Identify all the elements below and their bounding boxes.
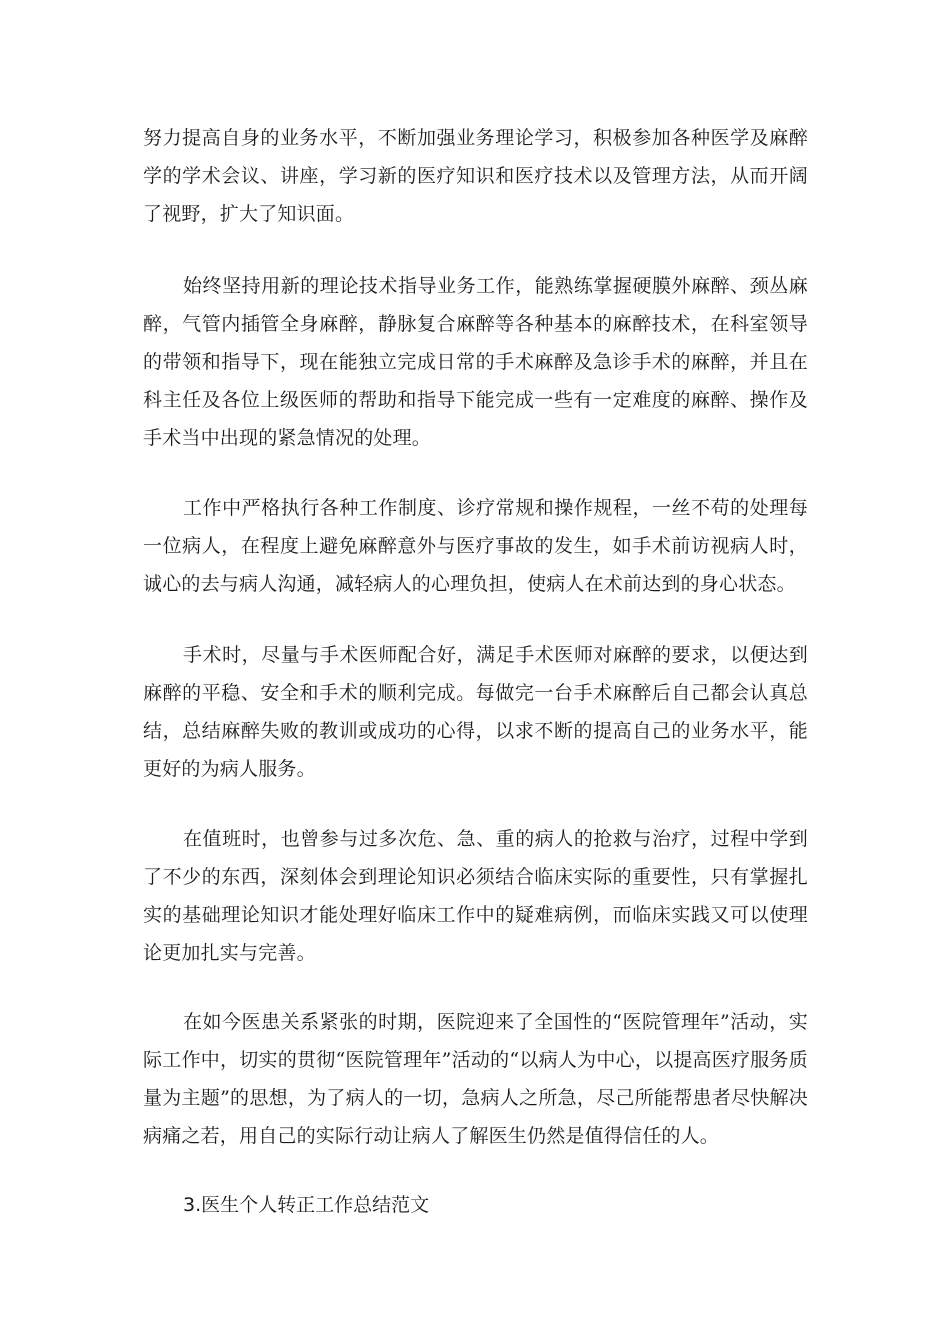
paragraph-2: 始终坚持用新的理论技术指导业务工作，能熟练掌握硬膜外麻醉、颈丛麻醉，气管内插管全身麻醉，静脉复合麻醉等各种基本的麻醉技术，在科室领导的带领和指导下，现在能独立完成日常的手术麻醉及急诊手术的麻醉，并且在科主任及各位上级医师的帮助和指导下能完成一些有一定难度的麻醉、操作及手术当中出现的紧急情况的处理。 (143, 275, 808, 449)
paragraph-3: 工作中严格执行各种工作制度、诊疗常规和操作规程，一丝不苟的处理每一位病人，在程度上避免麻醉意外与医疗事故的发生，如手术前访视病人时，诚心的去与病人沟通，减轻病人的心理负担，使病人在术前达到的身心状态。 (143, 497, 808, 595)
paragraph-4: 手术时，尽量与手术医师配合好，满足手术医师对麻醉的要求，以便达到麻醉的平稳、安全和手术的顺利完成。每做完一台手术麻醉后自己都会认真总结，总结麻醉失败的教训或成功的心得，以求不断的提高自己的业务水平，能更好的为病人服务。 (143, 644, 808, 780)
section-heading: 3.医生个人转正工作总结范文 (183, 1194, 430, 1216)
paragraph-5: 在值班时，也曾参与过多次危、急、重的病人的抢救与治疗，过程中学到了不少的东西，深刻体会到理论知识必须结合临床实际的重要性，只有掌握扎实的基础理论知识才能处理好临床工作中的疑难病例，而临床实践又可以使理论更加扎实与完善。 (143, 828, 808, 964)
paragraph-1: 努力提高自身的业务水平，不断加强业务理论学习，积极参加各种医学及麻醉学的学术会议、讲座，学习新的医疗知识和医疗技术以及管理方法，从而开阔了视野，扩大了知识面。 (143, 127, 808, 225)
paragraph-6: 在如今医患关系紧张的时期，医院迎来了全国性的“医院管理年”活动，实际工作中，切实的贯彻“医院管理年”活动的“以病人为中心，以提高医疗服务质量为主题”的思想，为了病人的一切，急病人之所急，尽己所能帮患者尽快解决病痛之若，用自己的实际行动让病人了解医生仍然是值得信任的人。 (143, 1011, 808, 1147)
